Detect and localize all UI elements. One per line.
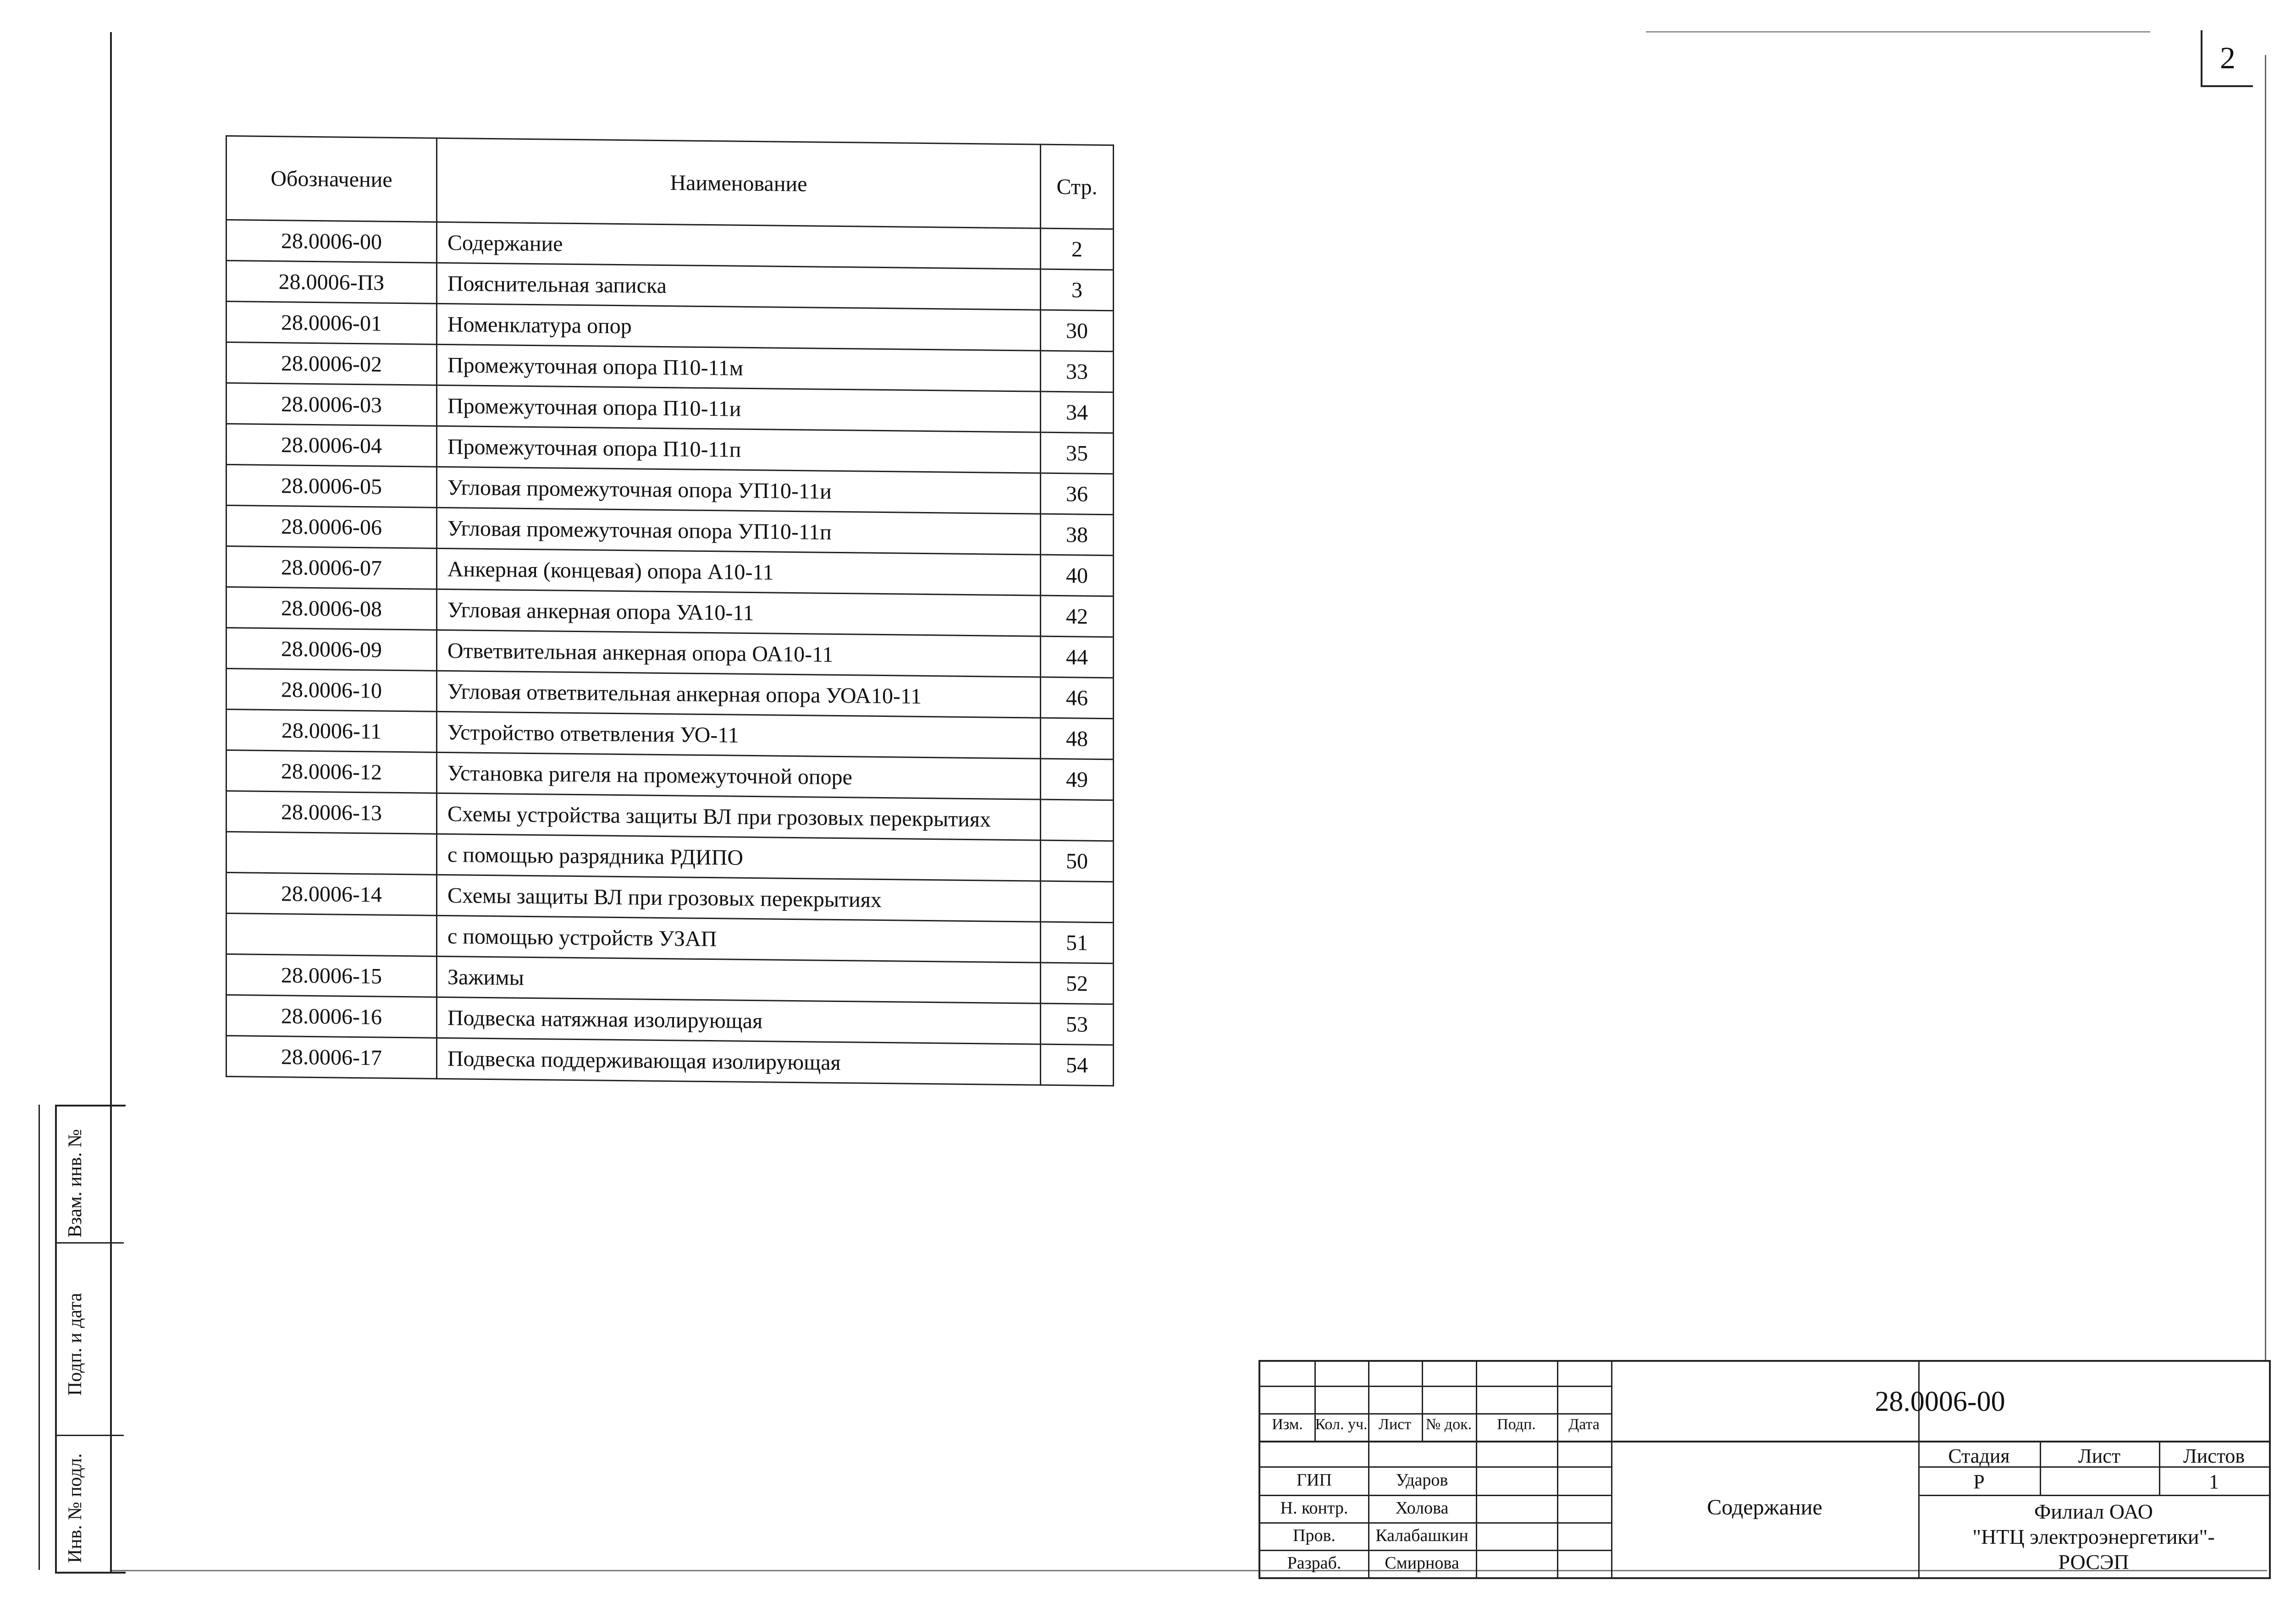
- tb-grid-line: [1476, 1362, 1477, 1577]
- row-code: 28.0006-10: [226, 669, 437, 712]
- tb-col-podp: Подп.: [1497, 1416, 1536, 1433]
- row-code: [226, 914, 437, 957]
- row-page: 51: [1041, 922, 1114, 963]
- side-label-vzam: Взам. инв. №: [65, 1129, 86, 1238]
- row-page: 3: [1041, 269, 1114, 311]
- row-page: 42: [1041, 595, 1114, 637]
- tb-org-line1: Филиал ОАО: [2034, 1500, 2153, 1523]
- tb-grid-line: [1260, 1413, 1611, 1415]
- row-page: [1041, 881, 1114, 923]
- row-code: 28.0006-ПЗ: [226, 261, 437, 304]
- tb-org-line3: РОСЭП: [2058, 1550, 2129, 1574]
- top-frame-line: [1646, 31, 2150, 33]
- tb-col-ndok: № док.: [1425, 1416, 1472, 1433]
- tb-role-nkontr: Н. контр.: [1280, 1498, 1348, 1518]
- row-name: Угловая ответвительная анкерная опора УОА10-11: [437, 671, 1041, 718]
- row-page: 2: [1041, 228, 1114, 270]
- row-name: Промежуточная опора П10-11и: [437, 385, 1041, 432]
- row-name: Подвеска поддерживающая изолирующая: [437, 1038, 1041, 1085]
- tb-sheets-value: 1: [2209, 1470, 2219, 1493]
- row-page: 40: [1041, 555, 1114, 596]
- row-page: 35: [1041, 432, 1114, 474]
- tb-grid-line: [1611, 1441, 2269, 1442]
- side-label-inv: Инв. № подл.: [65, 1453, 86, 1563]
- right-frame-line: [2265, 55, 2266, 1361]
- row-code: 28.0006-07: [226, 546, 437, 589]
- title-block: [1258, 1360, 2271, 1579]
- tb-grid-line: [1557, 1362, 1558, 1577]
- row-code: 28.0006-14: [226, 873, 437, 916]
- row-code: 28.0006-09: [226, 628, 437, 671]
- tb-col-list: Лист: [1378, 1416, 1412, 1433]
- tb-grid-line: [1260, 1522, 1611, 1524]
- row-page: [1041, 799, 1114, 841]
- side-stamp-row-line: [55, 1435, 124, 1436]
- page-number: 2: [2201, 30, 2253, 87]
- row-name: с помощью разрядника РДИПО: [437, 834, 1041, 881]
- row-name: Содержание: [437, 222, 1041, 269]
- tb-doc-code: 28.0006-00: [1875, 1386, 2005, 1417]
- tb-stage-label: Стадия: [1948, 1445, 2010, 1467]
- tb-stage-value: Р: [1973, 1470, 1985, 1493]
- tb-sheets-label: Листов: [2183, 1445, 2245, 1467]
- row-code: 28.0006-15: [226, 954, 437, 997]
- side-stamp-divider: [39, 1105, 40, 1570]
- tb-grid-line: [1260, 1386, 1611, 1387]
- row-name: Схемы устройства защиты ВЛ при грозовых перекрытиях: [437, 793, 1041, 840]
- row-name: Зажимы: [437, 956, 1041, 1003]
- tb-grid-line: [1260, 1466, 1611, 1468]
- row-page: 52: [1041, 963, 1114, 1004]
- row-code: 28.0006-17: [226, 1036, 437, 1079]
- tb-grid-line: [1260, 1441, 1611, 1442]
- side-label-podp: Подп. и дата: [65, 1293, 86, 1396]
- row-page: 38: [1041, 514, 1114, 556]
- tb-grid-line: [1260, 1495, 1611, 1496]
- tb-title: Содержание: [1707, 1495, 1822, 1519]
- row-page: 30: [1041, 310, 1114, 352]
- row-page: 34: [1041, 391, 1114, 433]
- row-code: 28.0006-04: [226, 424, 437, 467]
- row-name: Анкерная (концевая) опора А10-11: [437, 548, 1041, 595]
- tb-sheet-label: Лист: [2078, 1445, 2121, 1467]
- row-name: Пояснительная записка: [437, 263, 1041, 310]
- tb-col-izm: Изм.: [1272, 1416, 1303, 1433]
- row-code: 28.0006-05: [226, 465, 437, 508]
- header-name: Наименование: [437, 138, 1041, 228]
- row-code: 28.0006-00: [226, 220, 437, 263]
- row-name: с помощью устройств УЗАП: [437, 915, 1041, 963]
- tb-role-razrab: Разраб.: [1287, 1553, 1341, 1573]
- row-name: Номенклатура опор: [437, 303, 1041, 351]
- header-designation: Обозначение: [226, 136, 437, 222]
- row-code: 28.0006-06: [226, 506, 437, 549]
- row-code: 28.0006-01: [226, 302, 437, 345]
- row-code: 28.0006-16: [226, 995, 437, 1038]
- row-name: Устройство ответвления УО-11: [437, 711, 1041, 759]
- tb-name-prov: Калабашкин: [1375, 1526, 1468, 1545]
- table-row: [226, 1036, 1114, 1086]
- row-page: 53: [1041, 1003, 1114, 1045]
- row-name: Подвеска натяжная изолирующая: [437, 997, 1041, 1044]
- row-page: 46: [1041, 677, 1114, 719]
- row-code: 28.0006-08: [226, 587, 437, 630]
- row-code: 28.0006-13: [226, 791, 437, 834]
- row-name: Схемы защиты ВЛ при грозовых перекрытиях: [437, 875, 1041, 922]
- tb-role-prov: Пров.: [1293, 1526, 1336, 1545]
- tb-org-line2: "НТЦ электроэнергетики"-: [1972, 1525, 2215, 1548]
- row-name: Установка ригеля на промежуточной опоре: [437, 752, 1041, 799]
- row-page: 48: [1041, 718, 1114, 760]
- row-name: Угловая промежуточная опора УП10-11и: [437, 467, 1041, 514]
- side-stamp-row-line: [55, 1242, 124, 1244]
- contents-table: [226, 135, 1114, 1086]
- tb-name-nkontr: Холова: [1395, 1498, 1449, 1518]
- row-name: Угловая промежуточная опора УП10-11п: [437, 507, 1041, 555]
- row-code: [226, 832, 437, 875]
- row-name: Угловая анкерная опора УА10-11: [437, 589, 1041, 636]
- tb-role-gip: ГИП: [1297, 1470, 1332, 1490]
- tb-col-data: Дата: [1568, 1416, 1600, 1433]
- row-page: 49: [1041, 759, 1114, 800]
- row-name: Промежуточная опора П10-11п: [437, 426, 1041, 473]
- row-name: Ответвительная анкерная опора ОА10-11: [437, 630, 1041, 677]
- tb-col-kol: Кол. уч.: [1315, 1416, 1368, 1433]
- row-code: 28.0006-11: [226, 710, 437, 753]
- row-page: 36: [1041, 473, 1114, 515]
- table-header-row: [226, 136, 1114, 229]
- header-page: Стр.: [1041, 144, 1114, 229]
- row-page: 33: [1041, 351, 1114, 392]
- tb-grid-line: [1918, 1495, 2269, 1496]
- row-code: 28.0006-02: [226, 342, 437, 385]
- row-code: 28.0006-03: [226, 383, 437, 426]
- row-page: 54: [1041, 1044, 1114, 1086]
- row-name: Промежуточная опора П10-11м: [437, 344, 1041, 391]
- tb-name-razrab: Смирнова: [1385, 1553, 1459, 1573]
- tb-grid-line: [1260, 1550, 1611, 1551]
- row-code: 28.0006-12: [226, 750, 437, 793]
- tb-name-gip: Ударов: [1396, 1470, 1448, 1490]
- row-page: 50: [1041, 840, 1114, 882]
- row-page: 44: [1041, 636, 1114, 678]
